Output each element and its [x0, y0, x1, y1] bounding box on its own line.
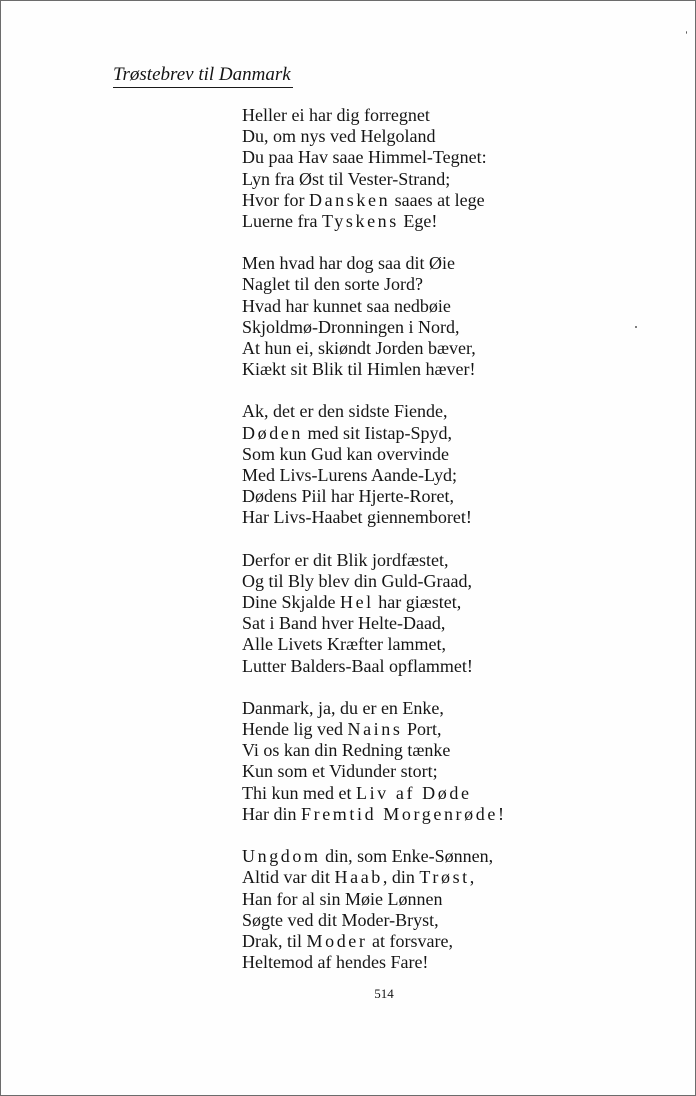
poem-line: [242, 359, 662, 380]
line-text: Alle Livets Kræfter lammet,: [242, 634, 446, 655]
spaced-emphasis: Liv af Døde: [355, 782, 472, 803]
stanza: [242, 401, 662, 528]
line-text: Heller ei har dig forregnet: [242, 105, 430, 125]
line-text: Har din: [242, 803, 301, 824]
line-text: Kiækt sit Blik til Himlen hæver!: [242, 359, 476, 380]
poem-line: [242, 296, 662, 317]
line-text: Altid var dit: [242, 867, 335, 888]
poem-line: [242, 465, 662, 486]
line-text: Kun som et Vidunder stort;: [242, 761, 438, 782]
poem-line: [242, 761, 662, 782]
poem-line: [242, 317, 662, 338]
line-text: Lyn fra Øst til Vester-Strand;: [242, 168, 451, 189]
line-text: Sat i Band hver Helte-Daad,: [242, 613, 446, 634]
poem-line: [242, 401, 662, 422]
poem-line: [242, 126, 662, 147]
poem-line: [242, 698, 662, 719]
line-text: Luerne fra: [242, 211, 322, 232]
poem-line: [242, 740, 662, 761]
line-text: Du paa Hav saae Himmel-Tegnet:: [242, 147, 487, 168]
line-text: Hvor for: [242, 189, 309, 210]
poem-line: [242, 846, 662, 867]
poem-line: [242, 444, 662, 465]
stanza: [242, 698, 662, 825]
line-text: Som kun Gud kan overvinde: [242, 443, 449, 464]
line-text: Du, om nys ved Helgoland: [242, 126, 436, 147]
line-text: Hvad har kunnet saa nedbøie: [242, 295, 451, 316]
poem-line: [242, 253, 662, 274]
spaced-emphasis: Hel: [339, 592, 374, 613]
line-text: At hun ei, skiøndt Jorden bæver,: [242, 338, 476, 359]
poem-line: [242, 719, 662, 740]
line-text: Danmark, ja, du er en Enke,: [242, 697, 444, 718]
paper-speck: [635, 326, 637, 328]
line-text: med sit Iistap-Spyd,: [303, 422, 452, 443]
line-text: at forsvare,: [367, 930, 453, 951]
line-text: har giæstet,: [373, 592, 462, 613]
poem-line: [242, 634, 662, 655]
poem-line: [242, 169, 662, 190]
line-text: Ege!: [398, 211, 438, 232]
spaced-emphasis: Døden: [242, 422, 303, 443]
line-text: Og til Bly blev din Guld-Graad,: [242, 570, 472, 591]
poem-line: [242, 804, 662, 825]
poem-line: [242, 274, 662, 295]
poem-line: [242, 571, 662, 592]
running-head: Trøstebrev til Danmark: [113, 64, 293, 88]
line-text: Heltemod af hendes Fare!: [242, 952, 429, 973]
line-text: Lutter Balders-Baal opflammet!: [242, 655, 473, 676]
spaced-emphasis: Nains: [347, 719, 403, 740]
line-text: !: [497, 803, 504, 824]
line-text: Han for al sin Møie Lønnen: [242, 888, 443, 909]
poem-line: [242, 211, 662, 232]
poem-line: [242, 656, 662, 677]
poem-line: [242, 613, 662, 634]
page-number: 514: [374, 986, 394, 1001]
line-text: Men hvad har dog saa dit Øie: [242, 253, 455, 274]
poem-line: [242, 952, 662, 973]
line-text: Derfor er dit Blik jordfæstet,: [242, 549, 449, 570]
line-text: Drak, til: [242, 930, 307, 951]
paper-speck: [686, 31, 687, 34]
poem-line: [242, 867, 662, 888]
line-text: Med Livs-Lurens Aande-Lyd;: [242, 465, 457, 486]
line-text: Port,: [402, 719, 442, 740]
poem-line: [242, 105, 662, 126]
line-text: din, som Enke-Sønnen,: [320, 846, 494, 867]
poem-line: [242, 783, 662, 804]
line-text: Søgte ved dit Moder-Bryst,: [242, 909, 439, 930]
poem-line: [242, 190, 662, 211]
poem-line: [242, 931, 662, 952]
line-text: Dine Skjalde: [242, 592, 340, 613]
poem-line: [242, 423, 662, 444]
spaced-emphasis: Haab: [334, 867, 383, 888]
poem-line: [242, 486, 662, 507]
stanza: [242, 550, 662, 677]
line-text: Har Livs-Haabet giennemboret!: [242, 507, 472, 528]
line-text: saaes at lege: [390, 189, 485, 210]
poem-line: [242, 507, 662, 528]
line-text: Dødens Piil har Hjerte-Roret,: [242, 486, 454, 507]
stanza: [242, 253, 662, 380]
line-text: ,: [469, 867, 475, 888]
poem-line: [242, 889, 662, 910]
poem-line: [242, 147, 662, 168]
stanza: [242, 846, 662, 973]
spaced-emphasis: Moder: [306, 930, 368, 951]
spaced-emphasis: Trøst: [419, 867, 470, 888]
line-text: , din: [382, 867, 420, 888]
poem-line: [242, 338, 662, 359]
spaced-emphasis: Dansken: [308, 189, 391, 210]
line-text: Thi kun med et: [242, 782, 356, 803]
stanza: [242, 105, 662, 232]
line-text: Naglet til den sorte Jord?: [242, 274, 423, 295]
line-text: Skjoldmø-Dronningen i Nord,: [242, 316, 460, 337]
spaced-emphasis: Tyskens: [321, 211, 399, 232]
poem-body: [242, 105, 662, 994]
line-text: Ak, det er den sidste Fiende,: [242, 401, 448, 422]
spaced-emphasis: Fremtid Morgenrøde: [300, 803, 498, 824]
poem-line: [242, 592, 662, 613]
poem-line: [242, 550, 662, 571]
poem-line: [242, 910, 662, 931]
spaced-emphasis: Ungdom: [242, 846, 321, 867]
line-text: Hende lig ved: [242, 719, 348, 740]
line-text: Vi os kan din Redning tænke: [242, 740, 451, 761]
